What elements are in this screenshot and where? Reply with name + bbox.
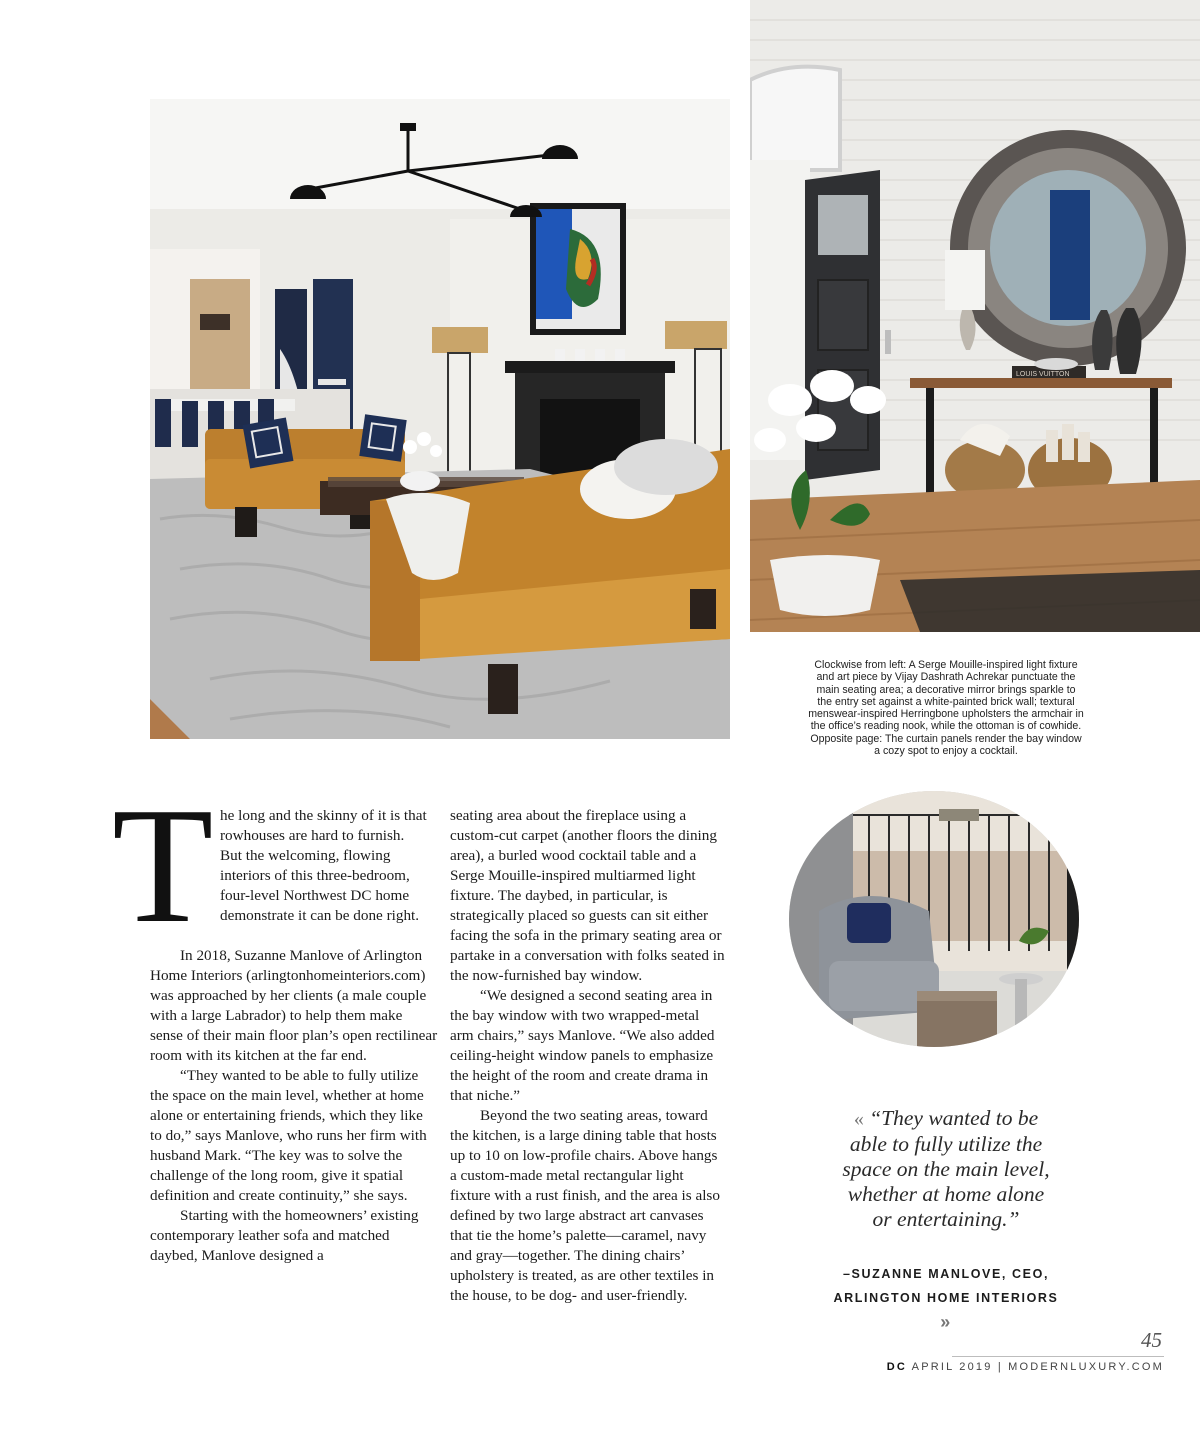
paragraph: “We designed a second seating area in the bay window with two wrapped-metal arm chairs,” says Manlove. “We also added ceiling-height window panels to emphasize the height of the room and create drama in that niche.” xyxy=(450,987,715,1104)
issue-date: APRIL 2019 xyxy=(911,1361,993,1373)
article-intro: he long and the skinny of it is that rowhouses are hard to furnish. But the welcoming, flowing interiors of this three-bedroom, four-level Northwest DC home demonstrate it can be done right. xyxy=(220,807,427,924)
pull-quote-attribution xyxy=(826,1262,1066,1336)
article-column-middle xyxy=(450,806,726,1306)
book-spine-text: LOUIS VUITTON xyxy=(1016,371,1070,378)
paragraph: seating area about the fireplace using a custom-cut carpet (another floors the dining area), a burled wood cocktail table and a Serge Mouille-inspired multiarmed light fixture. The daybed, in particular, is strategically placed so guests can sit either facing the sofa in the primary seating area or partake in a conversation with folks seated in the now-furnished bay window. xyxy=(450,807,725,984)
folio-divider xyxy=(952,1356,1164,1357)
reading-nook-photo xyxy=(789,791,1079,1047)
folio-line xyxy=(760,1361,1164,1373)
paragraph: Starting with the homeowners’ existing contemporary leather sofa and matched daybed, Manlove designed a xyxy=(150,1207,419,1264)
paragraph: “They wanted to be able to fully utilize the space on the main level, whether at home alone or entertaining friends, which they like to do,” says Manlove, who runs her firm with husband Mark. “The key was to solve the challenge of the long room, give it spatial definition and create continuity,” she says. xyxy=(150,1067,427,1204)
pull-quote xyxy=(836,1106,1056,1232)
drop-cap: T xyxy=(112,773,214,957)
article-column-left xyxy=(150,946,438,1266)
open-quote-mark: « xyxy=(853,1108,864,1130)
attribution-text: –SUZANNE MANLOVE, CEO, ARLINGTON HOME INTERIORS xyxy=(833,1267,1059,1305)
entry-photo xyxy=(750,0,1200,632)
folio-separator: | xyxy=(997,1361,1003,1373)
magazine-name: DC xyxy=(886,1361,907,1373)
photo-caption: Clockwise from left: A Serge Mouille-inspired light fixture and art piece by Vijay Dashrath Achrekar punctuate the main seating area; a decorative mirror brings sparkle to the entry set against a white-painted brick wall; textural menswear-inspired Herringbone upholsters the armchair in the office’s reading nook, while the ottoman is of cowhide. Opposite page: The curtain panels render the bay window a cozy spot to enjoy a cocktail. xyxy=(808,659,1084,758)
paragraph: Beyond the two seating areas, toward the kitchen, is a large dining table that hosts up to 10 on low-profile chairs. Above hangs a custom-made metal rectangular light fixture with a rust finish, and the area is also defined by two large abstract art canvases that tie the home’s palette—caramel, navy and gray—together. The dining chairs’ upholstery is treated, as are other textiles in the house, to be dog- and user-friendly. xyxy=(450,1107,720,1304)
pull-quote-text: “They wanted to be able to fully utilize the space on the main level, whether at home alone or entertaining.” xyxy=(842,1106,1050,1231)
paragraph: In 2018, Suzanne Manlove of Arlington Home Interiors (arlingtonhomeinteriors.com) was approached by her clients (a male couple with a large Labrador) to help them make sense of their main floor plan’s open rectilinear room with its kitchen at the far end. xyxy=(150,947,438,1064)
close-quote-mark: » xyxy=(940,1312,952,1332)
page-number: 45 xyxy=(1141,1328,1162,1352)
living-room-photo xyxy=(150,99,730,739)
website: MODERNLUXURY.COM xyxy=(1008,1361,1164,1373)
